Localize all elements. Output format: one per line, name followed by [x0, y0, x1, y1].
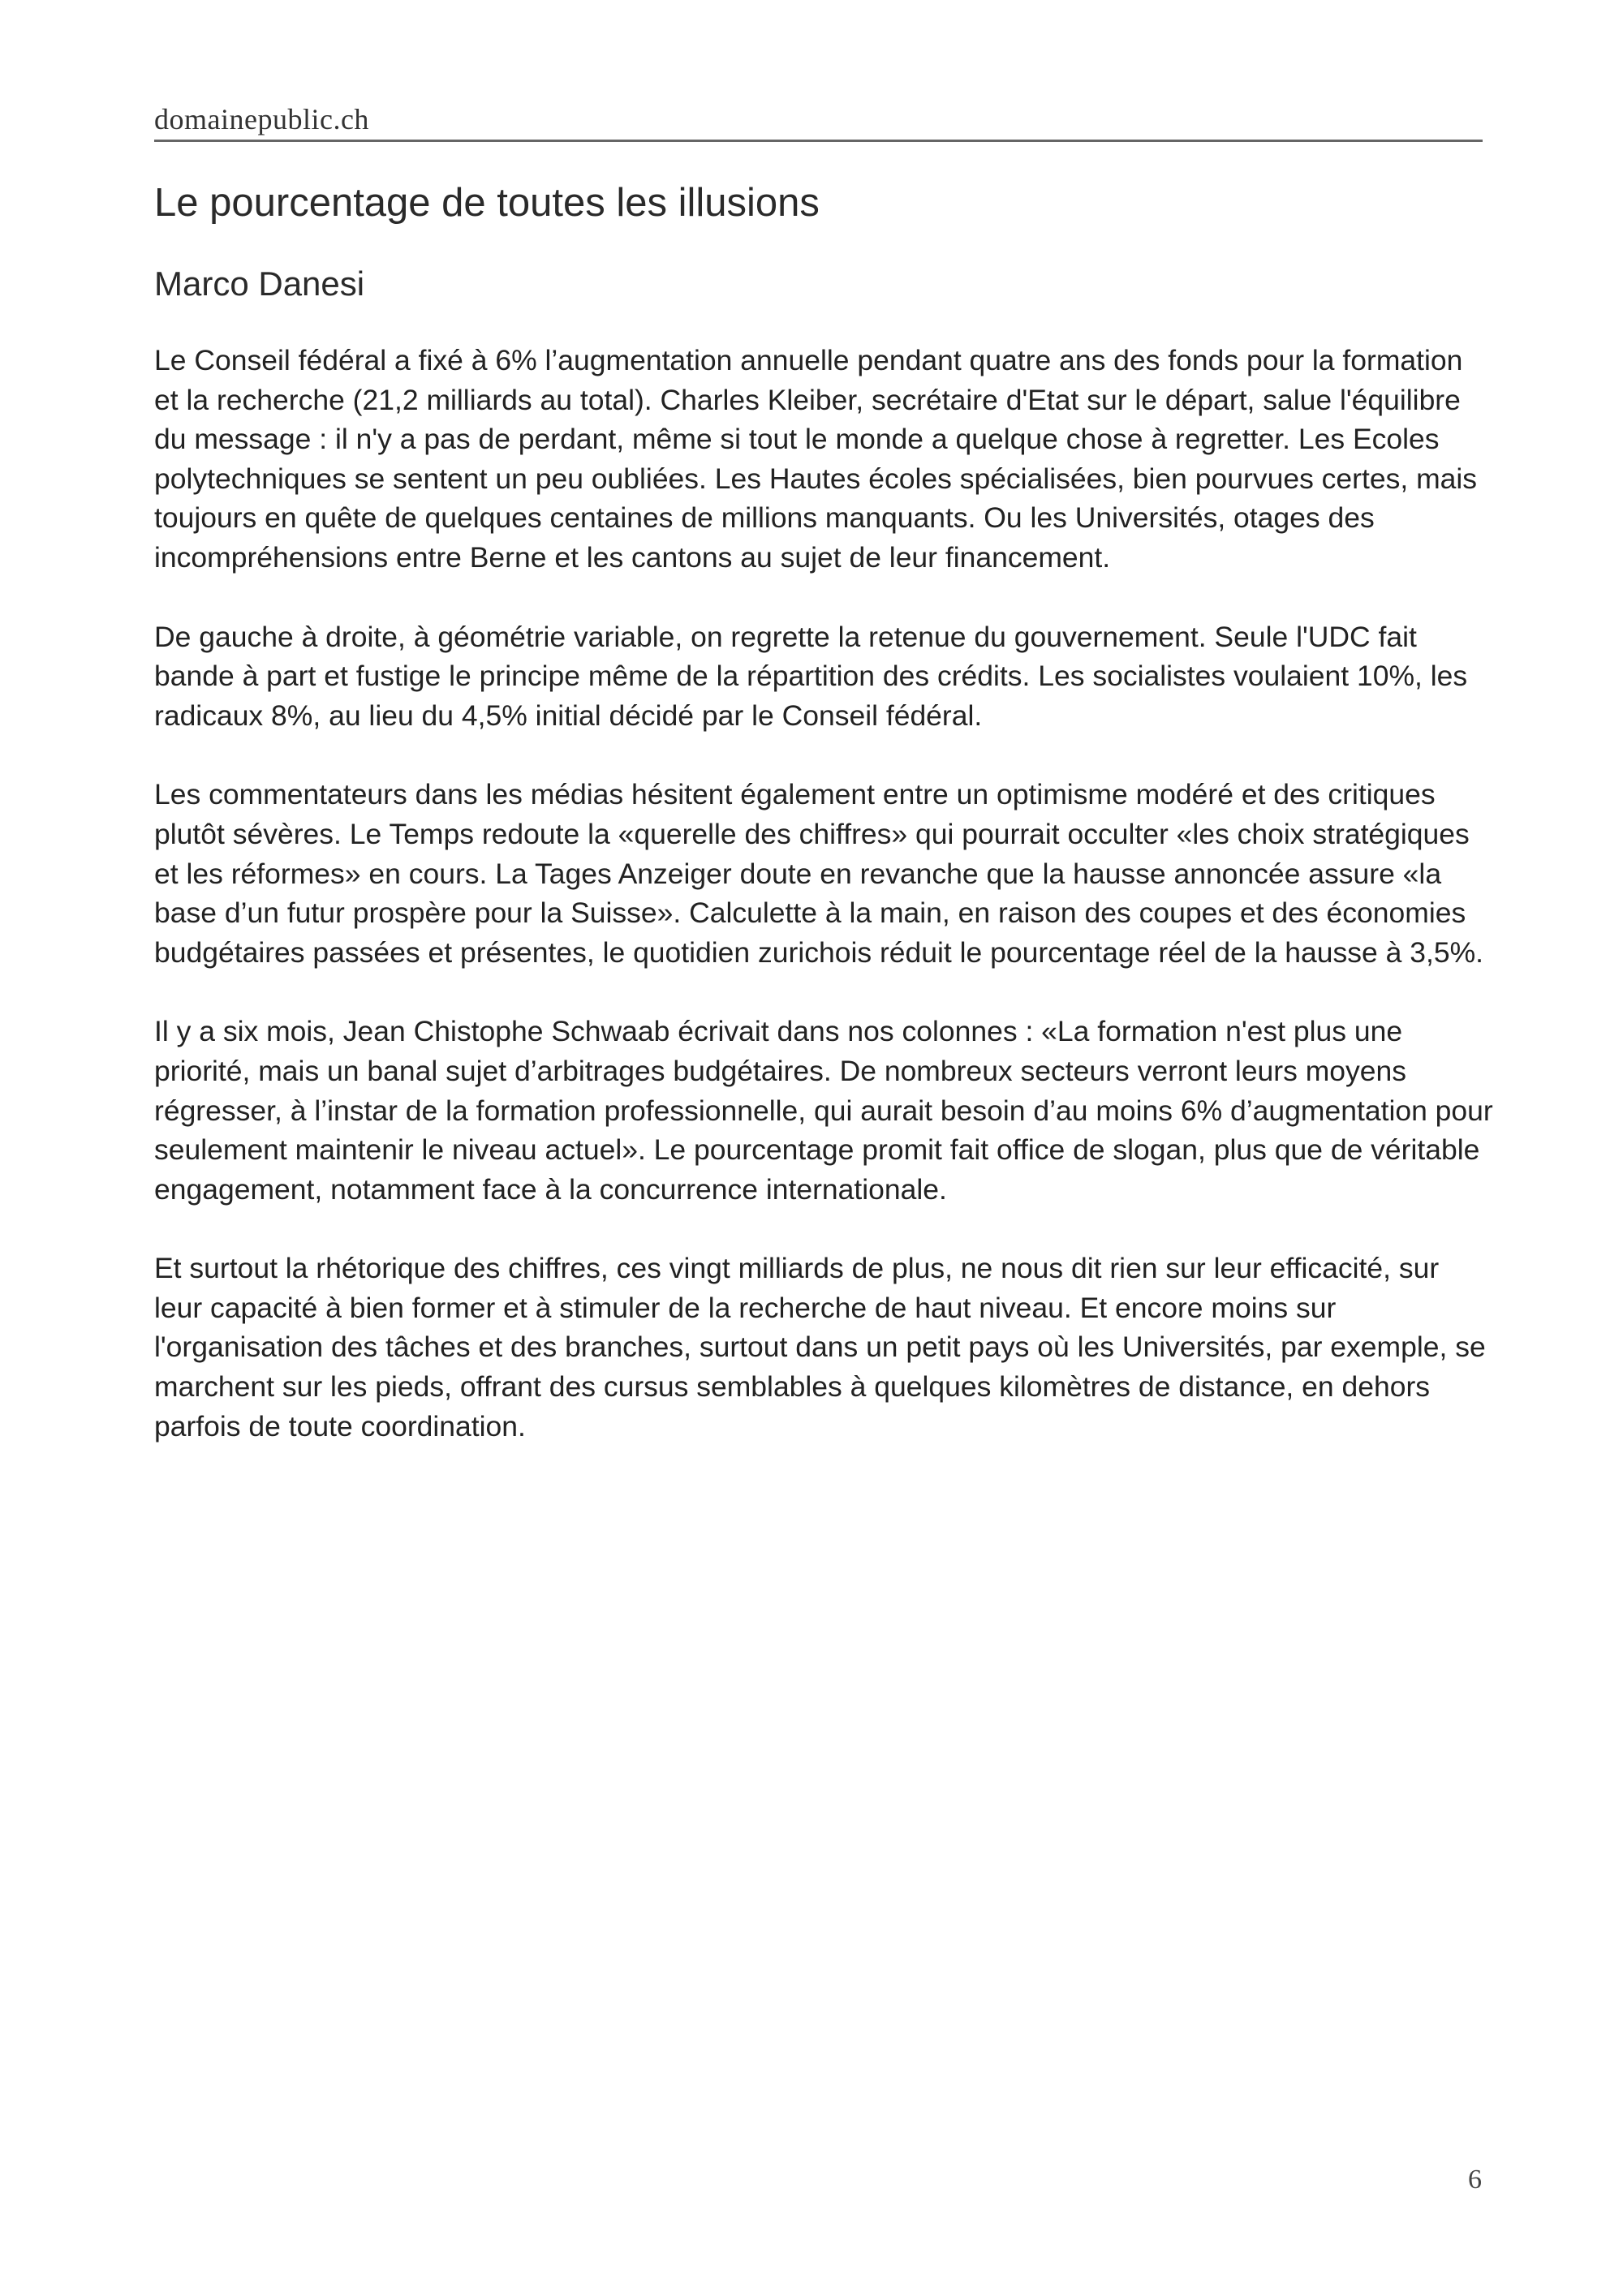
paragraph: De gauche à droite, à géométrie variable, on regrette la retenue du gouvernement. Seule l'UDC fait bande à part et fustige le principe même de la répartition des crédits. Les socialistes voulaient 10%, les radicaux 8%, au lieu du 4,5% initial décidé par le Conseil fédéral. — [154, 620, 1468, 732]
article — [154, 174, 1493, 1486]
article-title: Le pourcentage de toutes les illusions — [154, 181, 820, 225]
article-author: Marco Danesi — [154, 264, 365, 303]
site-name: domainepublic.ch — [154, 103, 369, 135]
page-number: 6 — [1468, 2165, 1482, 2195]
page-header — [154, 96, 1483, 142]
article-body — [154, 341, 1493, 1446]
paragraph: Il y a six mois, Jean Chistophe Schwaab écrivait dans nos colonnes : «La formation n'est plus une priorité, mais un banal sujet d’arbitrages budgétaires. De nombreux secteurs verront leurs moyens régresser, à l’instar de la formation professionnelle, qui aurait besoin d’au moins 6% d’augmentation pour seulement maintenir le niveau actuel». Le pourcentage promit fait office de slogan, plus que de véritable engagement, notamment face à la concurrence internationale. — [154, 1015, 1493, 1206]
paragraph: Et surtout la rhétorique des chiffres, ces vingt milliards de plus, ne nous dit rien sur leur efficacité, sur leur capacité à bien former et à stimuler de la recherche de haut niveau. Et encore moins sur l'organisation des tâches et des branches, surtout dans un petit pays où les Universités, par exemple, se marchent sur les pieds, offrant des cursus semblables à quelques kilomètres de distance, en dehors parfois de toute coordination. — [154, 1252, 1486, 1443]
paragraph: Les commentateurs dans les médias hésitent également entre un optimisme modéré et des critiques plutôt sévères. Le Temps redoute la «querelle des chiffres» qui pourrait occulter «les choix stratégiques et les réformes» en cours. La Tages Anzeiger doute en revanche que la hausse annoncée assure «la base d’un futur prospère pour la Suisse». Calculette à la main, en raison des coupes et des économies budgétaires passées et présentes, le quotidien zurichois réduit le pourcentage réel de la hausse à 3,5%. — [154, 778, 1483, 969]
paragraph: Le Conseil fédéral a fixé à 6% l’augmentation annuelle pendant quatre ans des fonds pour la formation et la recherche (21,2 milliards au total). Charles Kleiber, secrétaire d'Etat sur le départ, salue l'équilibre du message : il n'y a pas de perdant, même si tout le monde a quelque chose à regretter. Les Ecoles polytechniques se sentent un peu oubliées. Les Hautes écoles spécialisées, bien pourvues certes, mais toujours en quête de quelques centaines de millions manquants. Ou les Universités, otages des incompréhensions entre Berne et les cantons au sujet de leur financement. — [154, 344, 1478, 574]
